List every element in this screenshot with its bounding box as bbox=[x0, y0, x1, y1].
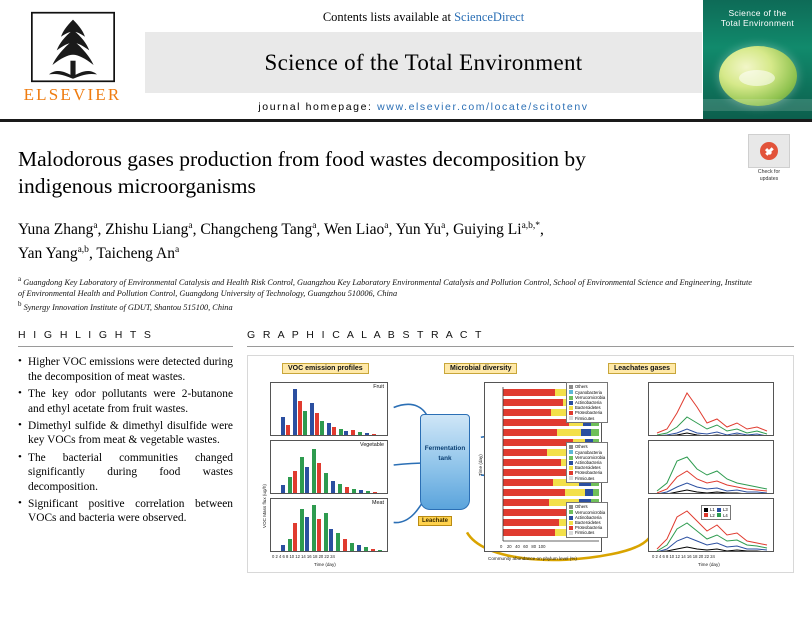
list-item: • Significant positive correlation between VOCs and bacteria were observed. bbox=[18, 497, 233, 526]
affiliation-marker: a bbox=[18, 275, 22, 284]
voc-subplot-label-vegetable: Vegetable bbox=[360, 442, 384, 449]
leachate-chart-1 bbox=[648, 382, 774, 436]
author-name[interactable]: Guiying Li bbox=[453, 221, 522, 239]
legend-item bbox=[704, 513, 728, 518]
microbial-xticks: 0 20 40 60 80 100 bbox=[500, 544, 546, 550]
cover-title-line2: Total Environment bbox=[720, 18, 795, 28]
journal-homepage-link[interactable]: www.elsevier.com/locate/scitotenv bbox=[377, 101, 589, 113]
author-name[interactable]: Taicheng An bbox=[96, 245, 175, 263]
voc-xticks: 0 2 4 6 8 10 12 14 16 18 20 22 24 bbox=[272, 554, 335, 560]
contents-available-line bbox=[145, 4, 702, 32]
article-header bbox=[0, 122, 812, 313]
legend-label: Others bbox=[575, 384, 588, 390]
legend-label: Proteobacteria bbox=[575, 410, 603, 416]
legend-label: Bacteroidetes bbox=[575, 465, 601, 471]
author-name[interactable]: Yuna Zhang bbox=[18, 221, 94, 239]
graphical-abstract-column bbox=[247, 329, 794, 573]
author-name[interactable]: Changcheng Tang bbox=[200, 221, 313, 239]
leachate-xlabel: Time (day) bbox=[698, 562, 720, 568]
elsevier-logo bbox=[0, 0, 145, 119]
legend-label: L1 bbox=[710, 507, 715, 513]
cover-title-line1: Science of the bbox=[728, 8, 787, 18]
legend-label: Proteobacteria bbox=[575, 470, 603, 476]
panel-title-leachate: Leachates gases bbox=[608, 363, 676, 374]
masthead-center bbox=[145, 0, 702, 119]
legend-label: Firmicutes bbox=[575, 475, 595, 481]
list-item: • Higher VOC emissions were detected during the decomposition of meat wastes. bbox=[18, 355, 233, 384]
legend-label: Bacteroidetes bbox=[575, 405, 601, 411]
panel-title-microbial: Microbial diversity bbox=[444, 363, 517, 374]
list-item: • The key odor pollutants were 2-butanone and ethyl acetate from fruit wastes. bbox=[18, 387, 233, 416]
legend-label: Firmicutes bbox=[575, 415, 595, 421]
cover-artwork bbox=[719, 46, 797, 106]
microbial-xlabel: Community abundance on phylum level (%) bbox=[488, 556, 577, 562]
highlights-heading: H I G H L I G H T S bbox=[18, 329, 233, 347]
legend-label: Others bbox=[575, 444, 588, 450]
microbial-legend-2 bbox=[566, 442, 608, 482]
leachate-lines-2 bbox=[649, 441, 774, 494]
leachate-tag: Leachate bbox=[418, 516, 452, 526]
graphical-abstract-figure bbox=[247, 355, 794, 573]
crossmark-icon bbox=[760, 142, 778, 160]
legend-item bbox=[569, 530, 605, 535]
author-affiliation-marker: a,b,* bbox=[521, 221, 541, 231]
cover-band bbox=[703, 99, 812, 111]
crossmark-label-line2: updates bbox=[759, 176, 779, 182]
legend-item bbox=[569, 476, 605, 481]
journal-homepage-line bbox=[145, 93, 702, 119]
author-affiliation-marker: a bbox=[312, 221, 317, 231]
legend-label: Actinobacteria bbox=[575, 399, 602, 405]
crossmark-badge[interactable] bbox=[748, 134, 790, 182]
list-item: • Dimethyl sulfide & dimethyl disulfide were key VOCs from meat & vegetable wastes. bbox=[18, 419, 233, 448]
author-name[interactable]: Yun Yu bbox=[395, 221, 442, 239]
microbial-ylabel: Time (day) bbox=[478, 454, 483, 477]
panel-title-voc: VOC emission profiles bbox=[282, 363, 369, 374]
leachate-chart-3 bbox=[648, 498, 774, 552]
leachate-legend bbox=[701, 505, 731, 519]
sciencedirect-link[interactable]: ScienceDirect bbox=[454, 10, 525, 24]
homepage-prefix: journal homepage: bbox=[258, 101, 378, 113]
legend-item bbox=[569, 416, 605, 421]
journal-masthead bbox=[0, 0, 812, 122]
legend-label: Bacteroidetes bbox=[575, 519, 601, 525]
tank-label-line1: Fermentation bbox=[424, 445, 466, 453]
author-name[interactable]: Wen Liao bbox=[323, 221, 385, 239]
fermentation-tank bbox=[420, 414, 470, 510]
leachate-lines-1 bbox=[649, 383, 774, 436]
author-list: Yuna Zhang$^a$, Zhishu Liang$^a$, Changcheng Tang$^a$, Wen Liao$^a$, Yun Yu$^a$, Guiying $Li^{a,b,*}$, Yan Yang$^{a,b}$, Taicheng An$^a$ bbox=[18, 221, 544, 263]
legend-label: Verrucomicrobia bbox=[575, 394, 606, 400]
journal-title-band bbox=[145, 32, 702, 93]
legend-label: Verrucomicrobia bbox=[575, 509, 606, 515]
crossmark-label-line1: Check for bbox=[757, 169, 781, 175]
author-affiliation-marker: a bbox=[384, 221, 389, 231]
legend-label: L4 bbox=[723, 512, 728, 518]
author-affiliation-marker: a bbox=[174, 245, 180, 256]
article-lower-section bbox=[0, 329, 812, 573]
tank-label-line2: tank bbox=[438, 455, 452, 463]
legend-label: Firmicutes bbox=[575, 530, 595, 536]
author-affiliation-marker: a bbox=[441, 221, 446, 231]
voc-ylabel: VOC Mass flux (ug/h) bbox=[262, 484, 267, 529]
legend-label: Cyanobacteria bbox=[575, 389, 603, 395]
leachate-chart-2 bbox=[648, 440, 774, 494]
author-name[interactable]: Zhishu Liang bbox=[105, 221, 189, 239]
affiliation-marker: b bbox=[18, 300, 22, 309]
highlights-list bbox=[18, 355, 233, 525]
cover-title bbox=[703, 8, 812, 28]
legend-label: L3 bbox=[723, 507, 728, 513]
author-affiliation-marker: a bbox=[188, 221, 193, 231]
legend-label: Actinobacteria bbox=[575, 514, 602, 520]
list-item: • The bacterial communities changed significantly during food wastes decomposition. bbox=[18, 451, 233, 494]
affiliation-item bbox=[18, 299, 758, 313]
contents-prefix: Contents lists available at bbox=[322, 10, 455, 24]
microbial-legend bbox=[566, 382, 608, 422]
voc-xlabel: Time (day) bbox=[314, 562, 336, 568]
legend-label: L2 bbox=[710, 512, 715, 518]
legend-label: Cyanobacteria bbox=[575, 449, 603, 455]
affiliation-text: Synergy Innovation Institute of GDUT, Shantou 515100, China bbox=[23, 302, 233, 312]
elsevier-tree-icon bbox=[30, 11, 116, 83]
elsevier-wordmark: ELSEVIER bbox=[23, 84, 122, 104]
graphical-abstract-heading: G R A P H I C A L A B S T R A C T bbox=[247, 329, 794, 347]
crossmark-box[interactable] bbox=[748, 134, 790, 168]
affiliations bbox=[18, 274, 758, 313]
legend-label: Actinobacteria bbox=[575, 459, 602, 465]
author-affiliation-marker: a bbox=[93, 221, 98, 231]
legend-label: Others bbox=[575, 504, 588, 510]
author-name[interactable]: Yan Yang bbox=[18, 245, 78, 263]
voc-subplot-label-meat: Meat bbox=[372, 500, 384, 507]
journal-title: Science of the Total Environment bbox=[264, 49, 583, 75]
author-affiliation-marker: a,b bbox=[77, 245, 89, 256]
legend-label: Verrucomicrobia bbox=[575, 454, 606, 460]
affiliation-item bbox=[18, 274, 758, 299]
leachate-xticks: 0 2 4 6 8 10 12 14 16 18 20 22 24 bbox=[652, 554, 715, 560]
highlights-column bbox=[18, 329, 233, 573]
page-title: Malodorous gases production from food wastes decomposition by indigenous microorganisms bbox=[18, 147, 586, 198]
voc-subplot-label-fruit: Fruit bbox=[373, 384, 384, 391]
affiliation-text: Guangdong Key Laboratory of Environmental Catalysis and Health Risk Control, Guangzhou Key Laboratory Environmental Catalysis and Pollution Control, School of Environmental Science and Engineering, Institute of Environmental Health and Pollution Control, Guangdong University of Technology, Guangzhou 510006, China bbox=[18, 278, 752, 298]
legend-label: Proteobacteria bbox=[575, 525, 603, 531]
microbial-legend-3 bbox=[566, 502, 608, 537]
journal-cover-thumbnail bbox=[702, 0, 812, 119]
